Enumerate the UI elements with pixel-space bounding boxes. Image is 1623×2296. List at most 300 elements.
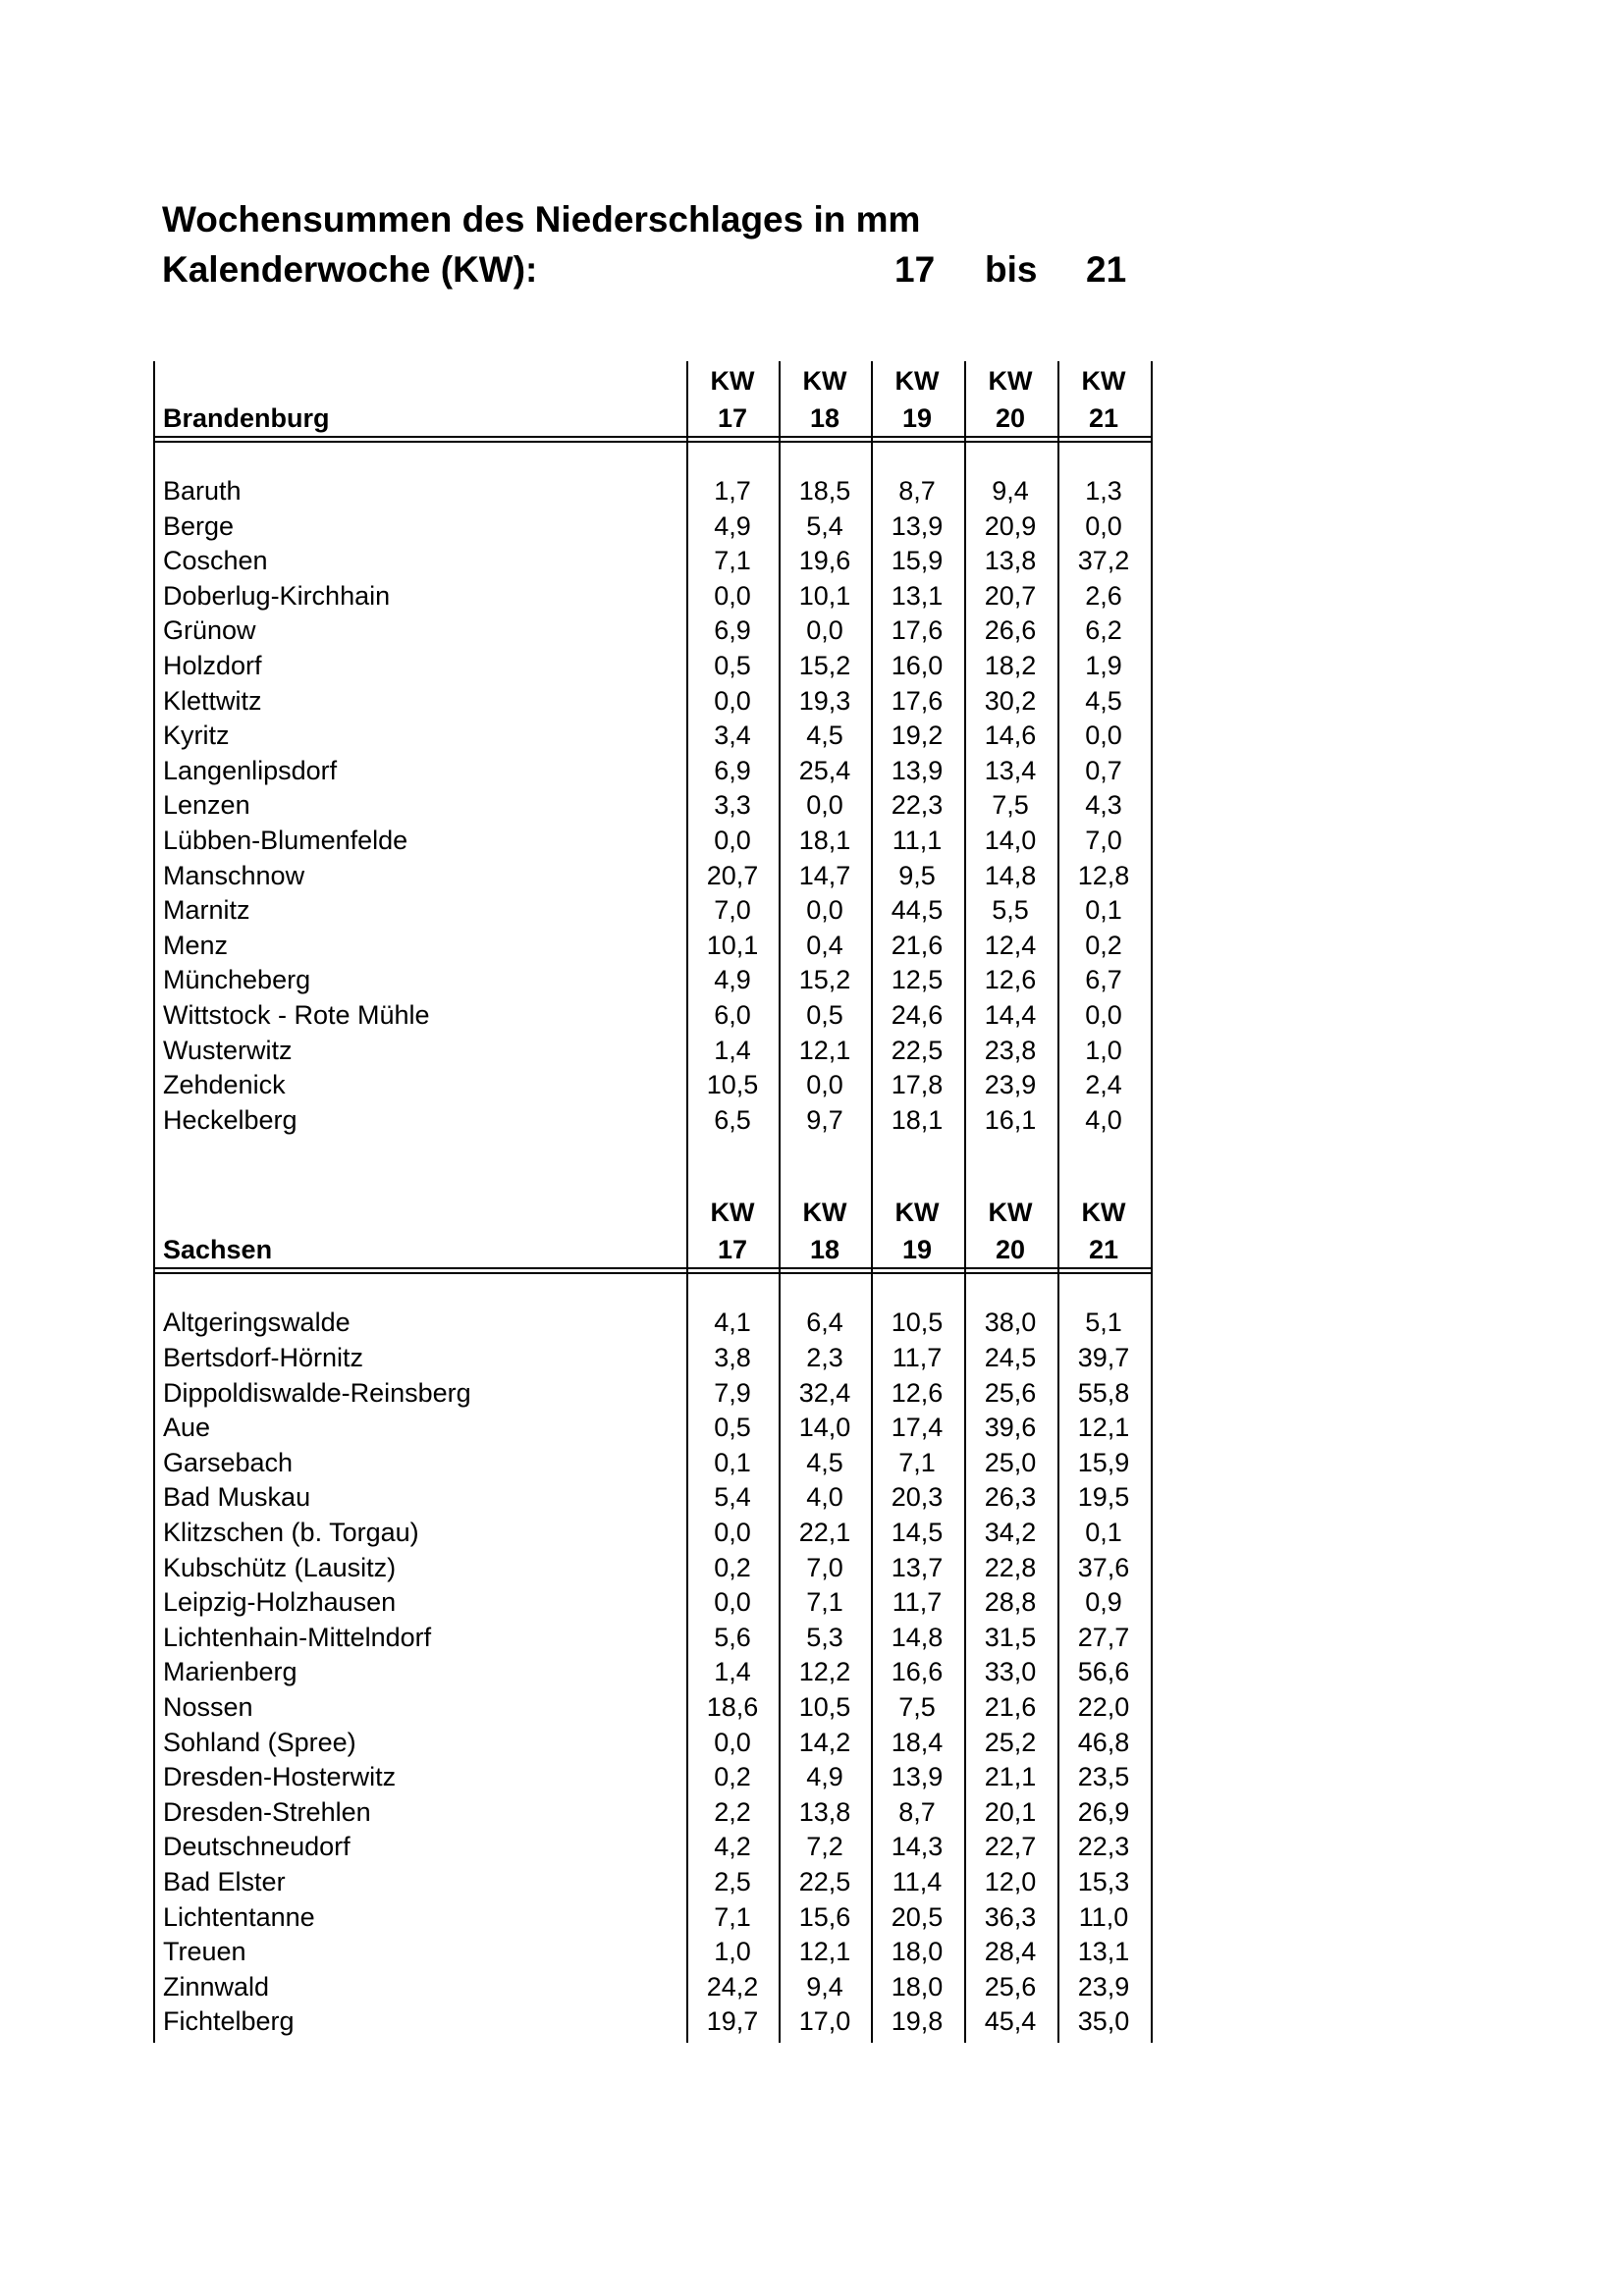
table-row — [153, 1971, 1151, 2006]
precipitation-value: 4,0 — [1085, 1104, 1122, 1135]
precipitation-value: 4,9 — [806, 1762, 843, 1792]
precipitation-value: 26,9 — [1077, 1796, 1130, 1827]
precipitation-value: 16,6 — [891, 1657, 944, 1687]
table-row — [153, 1936, 1151, 1971]
precipitation-value: 20,7 — [984, 580, 1037, 611]
precipitation-value: 9,4 — [992, 476, 1029, 506]
precipitation-value: 13,4 — [984, 755, 1037, 785]
precipitation-value: 16,1 — [984, 1104, 1037, 1135]
precipitation-value: 37,2 — [1077, 546, 1130, 576]
precipitation-value: 46,8 — [1077, 1727, 1130, 1757]
precipitation-value: 12,5 — [891, 965, 944, 995]
station-name: Berge — [163, 510, 235, 541]
precipitation-value: 14,2 — [798, 1727, 851, 1757]
precipitation-value: 20,9 — [984, 510, 1037, 541]
precipitation-value: 15,2 — [798, 651, 851, 680]
station-name: Lübben-Blumenfelde — [163, 826, 408, 855]
precipitation-value: 13,9 — [891, 755, 944, 785]
precipitation-value: 0,0 — [806, 895, 843, 926]
precipitation-value: 19,2 — [891, 721, 944, 751]
precipitation-value: 26,3 — [984, 1482, 1037, 1513]
precipitation-value: 12,1 — [798, 1035, 851, 1065]
precipitation-value: 16,0 — [891, 651, 944, 680]
precipitation-value: 19,8 — [891, 2006, 944, 2037]
precipitation-value: 0,7 — [1085, 755, 1122, 785]
table-row — [153, 1377, 1151, 1413]
precipitation-value: 6,7 — [1085, 965, 1122, 995]
precipitation-value: 0,0 — [1085, 1000, 1122, 1030]
precipitation-value: 31,5 — [984, 1622, 1037, 1652]
header-rule — [153, 1267, 1151, 1269]
column-header-week: 20 — [995, 1235, 1026, 1265]
precipitation-value: 2,3 — [806, 1343, 843, 1372]
precipitation-value: 0,2 — [1085, 930, 1122, 960]
state-label: Sachsen — [163, 1235, 273, 1265]
header-rule — [153, 441, 1151, 443]
precipitation-value: 14,3 — [891, 1832, 944, 1862]
precipitation-value: 18,2 — [984, 651, 1037, 680]
precipitation-value: 0,0 — [714, 1518, 751, 1547]
precipitation-value: 0,2 — [714, 1552, 751, 1582]
table-row — [153, 999, 1151, 1035]
table-row — [153, 1656, 1151, 1691]
precipitation-value: 6,0 — [714, 1000, 751, 1030]
precipitation-value: 24,6 — [891, 1000, 944, 1030]
station-name: Manschnow — [163, 860, 305, 890]
page-title: Wochensummen des Niederschlages in mm — [162, 199, 921, 240]
precipitation-value: 7,0 — [806, 1552, 843, 1582]
station-name: Sohland (Spree) — [163, 1727, 356, 1757]
precipitation-value: 7,2 — [806, 1832, 843, 1862]
precipitation-value: 2,4 — [1085, 1070, 1122, 1100]
precipitation-value: 22,3 — [891, 790, 944, 821]
precipitation-value: 45,4 — [984, 2006, 1037, 2037]
precipitation-value: 1,0 — [714, 1937, 751, 1967]
station-name: Kubschütz (Lausitz) — [163, 1552, 397, 1582]
column-header-kw: KW — [802, 366, 847, 396]
precipitation-value: 15,6 — [798, 1901, 851, 1932]
station-name: Doberlug-Kirchhain — [163, 580, 391, 611]
precipitation-value: 5,4 — [806, 510, 843, 541]
precipitation-value: 7,1 — [714, 1901, 751, 1932]
precipitation-value: 13,7 — [891, 1552, 944, 1582]
column-header-week: 18 — [809, 403, 840, 433]
table-row — [153, 1901, 1151, 1937]
precipitation-value: 3,4 — [714, 721, 751, 751]
precipitation-value: 18,0 — [891, 1971, 944, 2002]
table-row — [153, 1831, 1151, 1866]
column-header-week: 21 — [1088, 1235, 1119, 1265]
precipitation-value: 4,9 — [714, 510, 751, 541]
precipitation-value: 0,0 — [714, 826, 751, 855]
precipitation-value: 19,5 — [1077, 1482, 1130, 1513]
precipitation-value: 14,7 — [798, 860, 851, 890]
precipitation-value: 0,1 — [1085, 895, 1122, 926]
table-row — [153, 930, 1151, 965]
precipitation-value: 17,6 — [891, 615, 944, 646]
table-row — [153, 860, 1151, 895]
precipitation-value: 33,0 — [984, 1657, 1037, 1687]
table-row — [153, 964, 1151, 999]
table-row — [153, 475, 1151, 510]
precipitation-value: 5,5 — [992, 895, 1029, 926]
column-header-week: 18 — [809, 1235, 840, 1265]
table-row — [153, 789, 1151, 825]
table-row — [153, 1866, 1151, 1901]
precipitation-value: 2,5 — [714, 1867, 751, 1896]
precipitation-value: 0,0 — [714, 580, 751, 611]
precipitation-value: 32,4 — [798, 1377, 851, 1408]
precipitation-value: 22,5 — [798, 1867, 851, 1896]
header-rule — [153, 436, 1151, 438]
precipitation-value: 39,7 — [1077, 1343, 1130, 1372]
precipitation-value: 6,9 — [714, 615, 751, 646]
precipitation-value: 12,1 — [1077, 1413, 1130, 1443]
precipitation-value: 17,6 — [891, 685, 944, 716]
week-to: 21 — [1086, 249, 1127, 290]
column-header-week: 20 — [995, 403, 1026, 433]
table-row — [153, 894, 1151, 930]
precipitation-value: 0,0 — [1085, 721, 1122, 751]
header-rule — [153, 1272, 1151, 1274]
station-name: Klitzschen (b. Torgau) — [163, 1518, 419, 1547]
column-header-week: 19 — [901, 1235, 933, 1265]
station-name: Baruth — [163, 476, 242, 506]
precipitation-value: 24,2 — [706, 1971, 759, 2002]
precipitation-value: 28,4 — [984, 1937, 1037, 1967]
station-name: Bad Elster — [163, 1867, 286, 1896]
precipitation-value: 12,0 — [984, 1867, 1037, 1896]
table-row — [153, 1104, 1151, 1140]
precipitation-value: 10,1 — [706, 930, 759, 960]
precipitation-value: 4,5 — [806, 721, 843, 751]
precipitation-value: 21,6 — [984, 1692, 1037, 1722]
precipitation-value: 4,2 — [714, 1832, 751, 1862]
table-row — [153, 1796, 1151, 1832]
precipitation-value: 18,0 — [891, 1937, 944, 1967]
table-row — [153, 1691, 1151, 1727]
precipitation-value: 23,9 — [984, 1070, 1037, 1100]
week-from: 17 — [894, 249, 936, 290]
table-row — [153, 1481, 1151, 1517]
precipitation-value: 0,1 — [714, 1447, 751, 1477]
precipitation-value: 13,8 — [984, 546, 1037, 576]
precipitation-value: 0,9 — [1085, 1587, 1122, 1618]
station-name: Dippoldiswalde-Reinsberg — [163, 1377, 471, 1408]
column-divider — [871, 361, 873, 2043]
column-header-kw: KW — [1081, 366, 1126, 396]
precipitation-value: 1,0 — [1085, 1035, 1122, 1065]
column-divider — [1151, 361, 1153, 2043]
precipitation-value: 25,6 — [984, 1971, 1037, 2002]
precipitation-value: 20,5 — [891, 1901, 944, 1932]
precipitation-value: 4,0 — [806, 1482, 843, 1513]
precipitation-value: 13,1 — [1077, 1937, 1130, 1967]
precipitation-value: 11,4 — [892, 1867, 943, 1896]
table-row — [153, 1035, 1151, 1070]
precipitation-value: 11,0 — [1078, 1901, 1129, 1932]
station-name: Müncheberg — [163, 965, 311, 995]
precipitation-value: 0,0 — [714, 1727, 751, 1757]
column-header-week: 21 — [1088, 403, 1119, 433]
table-row — [153, 1412, 1151, 1447]
column-divider — [686, 361, 688, 2043]
precipitation-value: 4,5 — [806, 1447, 843, 1477]
precipitation-value: 0,0 — [806, 615, 843, 646]
precipitation-value: 19,7 — [706, 2006, 759, 2037]
column-header-week: 19 — [901, 403, 933, 433]
station-name: Menz — [163, 930, 229, 960]
precipitation-value: 24,5 — [984, 1343, 1037, 1372]
station-name: Marienberg — [163, 1657, 298, 1687]
precipitation-value: 18,4 — [891, 1727, 944, 1757]
precipitation-value: 25,0 — [984, 1447, 1037, 1477]
column-header-kw: KW — [1081, 1198, 1126, 1228]
column-header-week: 17 — [717, 403, 748, 433]
precipitation-value: 14,6 — [984, 721, 1037, 751]
precipitation-value: 10,5 — [706, 1070, 759, 1100]
precipitation-value: 9,7 — [806, 1104, 843, 1135]
column-header-kw: KW — [710, 1198, 755, 1228]
station-name: Zehdenick — [163, 1070, 286, 1100]
precipitation-value: 15,2 — [798, 965, 851, 995]
station-name: Dresden-Strehlen — [163, 1796, 371, 1827]
precipitation-value: 6,9 — [714, 755, 751, 785]
precipitation-value: 37,6 — [1077, 1552, 1130, 1582]
calendar-week-label: Kalenderwoche (KW): — [162, 249, 538, 290]
precipitation-value: 21,1 — [984, 1762, 1037, 1792]
precipitation-value: 12,6 — [984, 965, 1037, 995]
station-name: Zinnwald — [163, 1971, 270, 2002]
precipitation-value: 22,1 — [798, 1518, 851, 1547]
precipitation-value: 1,4 — [714, 1035, 751, 1065]
precipitation-value: 0,4 — [806, 930, 843, 960]
station-name: Lenzen — [163, 790, 250, 821]
precipitation-value: 20,3 — [891, 1482, 944, 1513]
precipitation-value: 18,1 — [798, 826, 851, 855]
precipitation-value: 3,3 — [714, 790, 751, 821]
station-name: Wittstock - Rote Mühle — [163, 1000, 430, 1030]
table-row — [153, 580, 1151, 615]
station-name: Bad Muskau — [163, 1482, 311, 1513]
column-divider — [1057, 361, 1059, 2043]
station-name: Marnitz — [163, 895, 250, 926]
precipitation-value: 13,9 — [891, 1762, 944, 1792]
precipitation-value: 8,7 — [898, 1796, 936, 1827]
table-row — [153, 510, 1151, 546]
precipitation-value: 44,5 — [891, 895, 944, 926]
precipitation-value: 0,1 — [1085, 1518, 1122, 1547]
table-row — [153, 1517, 1151, 1552]
table-row — [153, 1727, 1151, 1762]
precipitation-value: 4,9 — [714, 965, 751, 995]
precipitation-value: 1,9 — [1085, 651, 1122, 680]
precipitation-value: 0,5 — [806, 1000, 843, 1030]
station-name: Kyritz — [163, 721, 230, 751]
station-name: Langenlipsdorf — [163, 755, 338, 785]
precipitation-value: 36,3 — [984, 1901, 1037, 1932]
precipitation-value: 2,6 — [1085, 580, 1122, 611]
precipitation-value: 19,6 — [798, 546, 851, 576]
precipitation-value: 7,5 — [898, 1692, 936, 1722]
precipitation-value: 19,3 — [798, 685, 851, 716]
precipitation-value: 18,5 — [798, 476, 851, 506]
station-name: Altgeringswalde — [163, 1308, 351, 1338]
table-row — [153, 685, 1151, 721]
precipitation-value: 15,9 — [1077, 1447, 1130, 1477]
station-name: Holzdorf — [163, 651, 262, 680]
precipitation-value: 25,4 — [798, 755, 851, 785]
precipitation-value: 10,1 — [798, 580, 851, 611]
table-row — [153, 1622, 1151, 1657]
precipitation-value: 14,4 — [984, 1000, 1037, 1030]
precipitation-value: 0,0 — [714, 1587, 751, 1618]
column-header-kw: KW — [988, 1198, 1033, 1228]
precipitation-value: 9,5 — [898, 860, 936, 890]
calendar-week-line — [162, 249, 1127, 290]
precipitation-value: 5,6 — [714, 1622, 751, 1652]
precipitation-value: 17,8 — [891, 1070, 944, 1100]
table-row — [153, 1342, 1151, 1377]
precipitation-value: 0,2 — [714, 1762, 751, 1792]
table-row — [153, 650, 1151, 685]
precipitation-value: 0,5 — [714, 1413, 751, 1443]
state-label: Brandenburg — [163, 403, 330, 433]
column-header-kw: KW — [894, 1198, 940, 1228]
precipitation-value: 34,2 — [984, 1518, 1037, 1547]
precipitation-value: 22,3 — [1077, 1832, 1130, 1862]
station-name: Wusterwitz — [163, 1035, 293, 1065]
table-row — [153, 720, 1151, 755]
precipitation-value: 7,1 — [806, 1587, 843, 1618]
station-name: Fichtelberg — [163, 2006, 295, 2037]
precipitation-value: 0,0 — [1085, 510, 1122, 541]
station-name: Heckelberg — [163, 1104, 298, 1135]
precipitation-value: 13,8 — [798, 1796, 851, 1827]
table-row — [153, 1761, 1151, 1796]
precipitation-value: 2,2 — [714, 1796, 751, 1827]
precipitation-value: 11,7 — [892, 1587, 943, 1618]
precipitation-value: 6,4 — [806, 1308, 843, 1338]
precipitation-value: 15,3 — [1077, 1867, 1130, 1896]
section-header — [153, 361, 1151, 440]
precipitation-value: 0,0 — [806, 790, 843, 821]
station-name: Lichtentanne — [163, 1901, 315, 1932]
precipitation-value: 6,5 — [714, 1104, 751, 1135]
precipitation-value: 14,8 — [891, 1622, 944, 1652]
precipitation-value: 15,9 — [891, 546, 944, 576]
precipitation-value: 25,2 — [984, 1727, 1037, 1757]
table-row — [153, 1069, 1151, 1104]
precipitation-value: 7,5 — [992, 790, 1029, 821]
table-row — [153, 614, 1151, 650]
precipitation-value: 4,3 — [1085, 790, 1122, 821]
station-name: Dresden-Hosterwitz — [163, 1762, 397, 1792]
precipitation-value: 3,8 — [714, 1343, 751, 1372]
precipitation-value: 7,0 — [1085, 826, 1122, 855]
precipitation-value: 18,1 — [891, 1104, 944, 1135]
precipitation-value: 55,8 — [1077, 1377, 1130, 1408]
station-name: Nossen — [163, 1692, 253, 1722]
precipitation-value: 13,9 — [891, 510, 944, 541]
precipitation-value: 13,1 — [891, 580, 944, 611]
precipitation-value: 14,0 — [798, 1413, 851, 1443]
precipitation-value: 23,8 — [984, 1035, 1037, 1065]
column-divider — [779, 361, 781, 2043]
precipitation-value: 23,9 — [1077, 1971, 1130, 2002]
station-name: Lichtenhain-Mittelndorf — [163, 1622, 432, 1652]
table-row — [153, 1586, 1151, 1622]
precipitation-value: 7,1 — [714, 546, 751, 576]
precipitation-value: 21,6 — [891, 930, 944, 960]
precipitation-value: 12,4 — [984, 930, 1037, 960]
precipitation-value: 25,6 — [984, 1377, 1037, 1408]
precipitation-value: 14,0 — [984, 826, 1037, 855]
precipitation-value: 11,7 — [892, 1343, 943, 1372]
precipitation-value: 7,0 — [714, 895, 751, 926]
precipitation-value: 9,4 — [806, 1971, 843, 2002]
precipitation-value: 22,7 — [984, 1832, 1037, 1862]
station-name: Leipzig-Holzhausen — [163, 1587, 397, 1618]
precipitation-value: 0,0 — [806, 1070, 843, 1100]
column-divider — [964, 361, 966, 2043]
column-header-kw: KW — [894, 366, 940, 396]
precipitation-value: 22,8 — [984, 1552, 1037, 1582]
precipitation-value: 35,0 — [1077, 2006, 1130, 2037]
station-name: Treuen — [163, 1937, 246, 1967]
station-name: Grünow — [163, 615, 256, 646]
precipitation-value: 20,1 — [984, 1796, 1037, 1827]
precipitation-value: 38,0 — [984, 1308, 1037, 1338]
precipitation-value: 0,5 — [714, 651, 751, 680]
precipitation-value: 26,6 — [984, 615, 1037, 646]
precipitation-value: 22,0 — [1077, 1692, 1130, 1722]
station-name: Deutschneudorf — [163, 1832, 351, 1862]
precipitation-value: 20,7 — [706, 860, 759, 890]
precipitation-value: 18,6 — [706, 1692, 759, 1722]
column-divider — [153, 361, 155, 2043]
precipitation-value: 39,6 — [984, 1413, 1037, 1443]
precipitation-value: 22,5 — [891, 1035, 944, 1065]
precipitation-value: 4,1 — [714, 1308, 751, 1338]
station-name: Coschen — [163, 546, 268, 576]
precipitation-value: 1,3 — [1085, 476, 1122, 506]
precipitation-value: 4,5 — [1085, 685, 1122, 716]
precipitation-value: 10,5 — [798, 1692, 851, 1722]
precipitation-value: 27,7 — [1077, 1622, 1130, 1652]
precipitation-value: 17,0 — [798, 2006, 851, 2037]
precipitation-value: 17,4 — [891, 1413, 944, 1443]
precipitation-value: 12,1 — [798, 1937, 851, 1967]
precipitation-value: 23,5 — [1077, 1762, 1130, 1792]
station-name: Bertsdorf-Hörnitz — [163, 1343, 364, 1372]
precipitation-value: 12,8 — [1077, 860, 1130, 890]
column-header-week: 17 — [717, 1235, 748, 1265]
section-header — [153, 1193, 1151, 1271]
precipitation-value: 12,6 — [891, 1377, 944, 1408]
column-header-kw: KW — [710, 366, 755, 396]
precipitation-value: 6,2 — [1085, 615, 1122, 646]
precipitation-value: 11,1 — [892, 826, 943, 855]
precipitation-value: 7,1 — [898, 1447, 936, 1477]
precipitation-value: 30,2 — [984, 685, 1037, 716]
table-row — [153, 2005, 1151, 2041]
precipitation-value: 1,4 — [714, 1657, 751, 1687]
precipitation-value: 12,2 — [798, 1657, 851, 1687]
precipitation-value: 5,4 — [714, 1482, 751, 1513]
precipitation-value: 8,7 — [898, 476, 936, 506]
table-row — [153, 545, 1151, 580]
